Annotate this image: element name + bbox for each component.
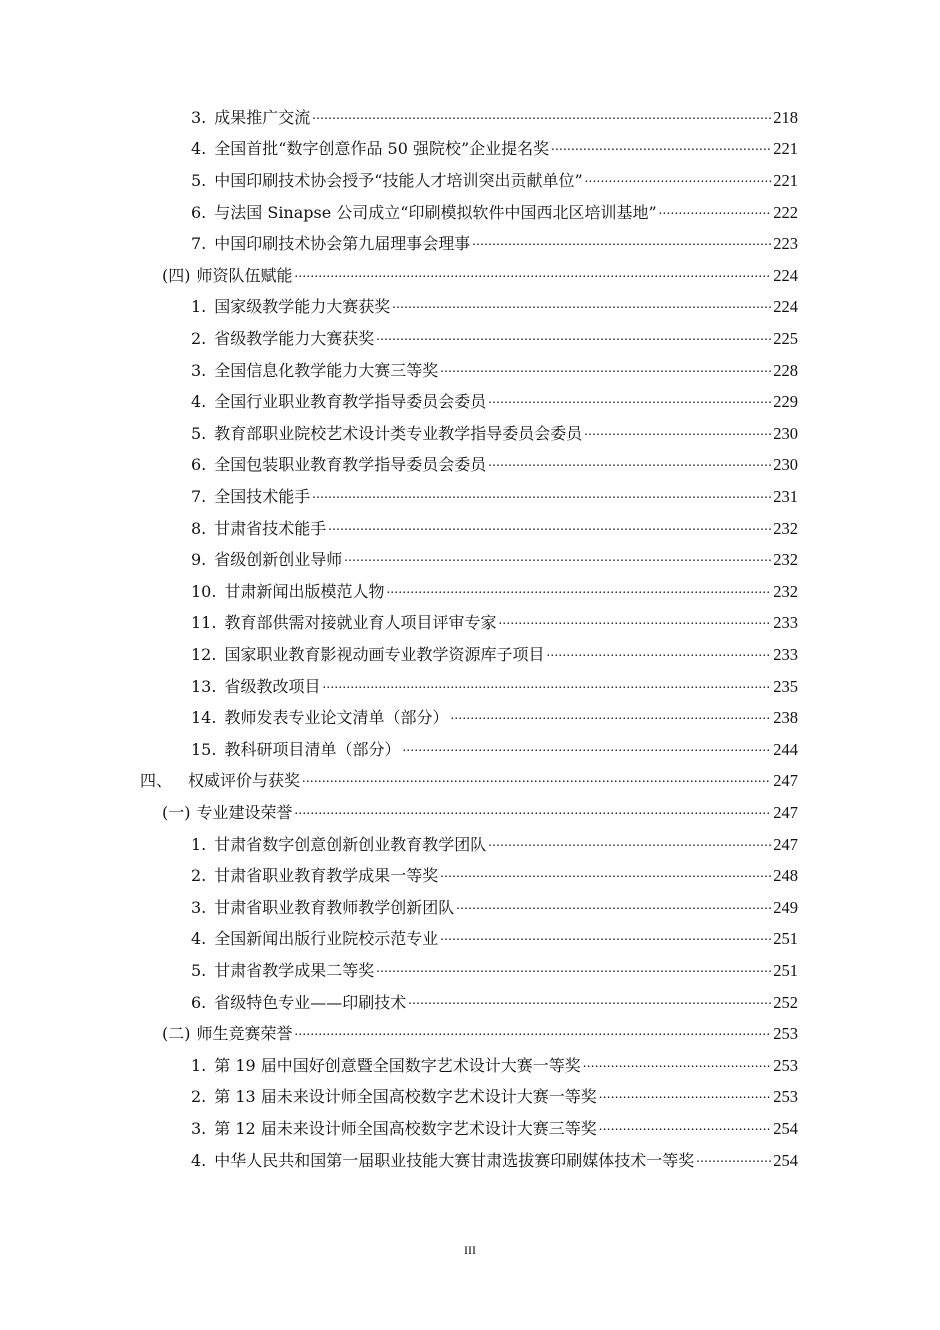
toc-entry[interactable]	[191, 987, 798, 1019]
toc-leader-dots	[312, 487, 771, 507]
toc-leader-dots	[440, 929, 771, 949]
toc-leader-dots	[659, 203, 772, 223]
toc-entry[interactable]	[191, 829, 798, 861]
toc-entry[interactable]	[191, 450, 798, 482]
toc-entry-number: 3.	[191, 897, 207, 917]
toc-entry-title: 师资队伍赋能	[196, 265, 293, 285]
toc-leader-dots	[386, 582, 771, 602]
toc-entry-number: 3.	[191, 360, 207, 380]
toc-entry-title: 甘肃省数字创意创新创业教育教学团队	[214, 834, 487, 854]
toc-entry-page: 247	[773, 834, 798, 854]
page-number: III	[464, 1243, 476, 1257]
toc-leader-dots	[302, 771, 771, 791]
toc-leader-dots	[696, 1151, 771, 1171]
toc-entry-title: 全国行业职业教育教学指导委员会委员	[214, 392, 487, 412]
toc-leader-dots	[408, 993, 771, 1013]
toc-leader-dots	[472, 234, 771, 254]
toc-entry-number: 5.	[191, 423, 207, 443]
toc-entry-page: 232	[773, 550, 798, 570]
toc-entry[interactable]	[191, 671, 798, 703]
toc-entry-number: (二)	[162, 1024, 191, 1044]
toc-entry[interactable]	[191, 1050, 798, 1082]
toc-leader-dots	[322, 677, 771, 697]
toc-entry[interactable]	[191, 924, 798, 956]
toc-leader-dots	[488, 455, 771, 475]
toc-entry-number: 3.	[191, 107, 207, 127]
toc-entry-title: 国家级教学能力大赛获奖	[214, 297, 391, 317]
toc-entry-page: 233	[773, 613, 798, 633]
toc-entry-page: 249	[773, 897, 798, 917]
toc-entry-number: 4.	[191, 392, 207, 412]
toc-entry-title: 专业建设荣誉	[196, 802, 293, 822]
toc-entry[interactable]	[191, 228, 798, 260]
toc-entry-title: 教育部供需对接就业育人项目评审专家	[224, 613, 497, 633]
toc-entry-title: 教师发表专业论文清单（部分）	[224, 708, 449, 728]
toc-entry-number: 7.	[191, 486, 207, 506]
toc-entry-page: 251	[773, 929, 798, 949]
toc-entry-number: 6.	[191, 202, 207, 222]
toc-entry-page: 229	[773, 392, 798, 412]
toc-entry[interactable]	[191, 576, 798, 608]
toc-entry-number: 4.	[191, 139, 207, 159]
toc-entry-number: 8.	[191, 518, 207, 538]
toc-entry-page: 222	[773, 202, 798, 222]
toc-entry-number: 12.	[191, 644, 217, 664]
toc-entry-number: 1.	[191, 297, 207, 317]
toc-entry-page: 221	[773, 139, 798, 159]
toc-entry[interactable]	[191, 292, 798, 324]
toc-entry[interactable]	[191, 418, 798, 450]
toc-entry-number: 4.	[191, 929, 207, 949]
toc-entry-number: 5.	[191, 960, 207, 980]
toc-leader-dots	[599, 1119, 771, 1139]
toc-leader-dots	[488, 835, 771, 855]
toc-entry-title: 第 12 届未来设计师全国高校数字艺术设计大赛三等奖	[214, 1118, 597, 1138]
toc-entry-title: 教科研项目清单（部分）	[224, 739, 401, 759]
toc-entry-page: 253	[773, 1087, 798, 1107]
toc-entry-title: 省级教学能力大赛获奖	[214, 328, 375, 348]
toc-entry-page: 225	[773, 328, 798, 348]
toc-leader-dots	[328, 519, 771, 539]
toc-entry[interactable]	[191, 323, 798, 355]
toc-entry[interactable]	[140, 766, 798, 798]
toc-entry-page: 248	[773, 866, 798, 886]
toc-entry-page: 253	[773, 1024, 798, 1044]
toc-entry-title: 省级教改项目	[224, 676, 321, 696]
toc-leader-dots	[440, 866, 771, 886]
toc-entry-page: 251	[773, 960, 798, 980]
toc-entry-page: 232	[773, 581, 798, 601]
toc-entry-page: 253	[773, 1055, 798, 1075]
toc-entry-number: 10.	[191, 581, 217, 601]
toc-leader-dots	[295, 1024, 772, 1044]
toc-entry-number: 1.	[191, 1055, 207, 1075]
toc-entry-title: 与法国 Sinapse 公司成立“印刷模拟软件中国西北区培训基地”	[214, 202, 657, 222]
toc-entry-page: 221	[773, 170, 798, 190]
toc-entry-page: 247	[773, 771, 798, 791]
toc-entry-number: (一)	[162, 802, 191, 822]
toc-entry-page: 228	[773, 360, 798, 380]
toc-entry-title: 全国信息化教学能力大赛三等奖	[214, 360, 439, 380]
toc-entry-title: 第 19 届中国好创意暨全国数字艺术设计大赛一等奖	[214, 1055, 581, 1075]
toc-leader-dots	[498, 613, 771, 633]
toc-entry-title: 中国印刷技术协会授予“技能人才培训突出贡献单位”	[214, 170, 583, 190]
toc-entry-title: 权威评价与获奖	[188, 771, 301, 791]
toc-leader-dots	[344, 550, 771, 570]
toc-entry-number: 13.	[191, 676, 217, 696]
toc-leader-dots	[392, 297, 771, 317]
toc-entry-title: 第 13 届未来设计师全国高校数字艺术设计大赛一等奖	[214, 1087, 597, 1107]
toc-leader-dots	[450, 708, 771, 728]
toc-entry-title: 国家职业教育影视动画专业教学资源库子项目	[224, 644, 545, 664]
toc-entry-title: 省级创新创业导师	[214, 550, 343, 570]
toc-entry-title: 全国包装职业教育教学指导委员会委员	[214, 455, 487, 475]
toc-entry-number: 7.	[191, 234, 207, 254]
toc-entry-page: 233	[773, 644, 798, 664]
toc-entry-title: 甘肃省职业教育教师教学创新团队	[214, 897, 455, 917]
toc-entry[interactable]	[162, 260, 798, 292]
toc-entry[interactable]	[191, 608, 798, 640]
toc-entry[interactable]	[191, 955, 798, 987]
toc-leader-dots	[546, 645, 771, 665]
toc-entry-page: 230	[773, 423, 798, 443]
toc-entry-title: 省级特色专业——印刷技术	[214, 992, 407, 1012]
toc-entry-number: (四)	[162, 265, 191, 285]
toc-entry-title: 全国技术能手	[214, 486, 311, 506]
toc-entry[interactable]	[162, 1018, 798, 1050]
toc-entry-number: 2.	[191, 1087, 207, 1107]
toc-entry-page: 224	[773, 265, 798, 285]
toc-entry-number: 11.	[191, 613, 217, 633]
toc-entry[interactable]	[191, 165, 798, 197]
toc-entry-page: 224	[773, 297, 798, 317]
toc-leader-dots	[295, 803, 772, 823]
toc-entry[interactable]	[191, 134, 798, 166]
toc-entry-number: 15.	[191, 739, 217, 759]
toc-entry[interactable]	[162, 797, 798, 829]
toc-entry-page: 230	[773, 455, 798, 475]
toc-leader-dots	[488, 392, 771, 412]
toc-entry-title: 中华人民共和国第一届职业技能大赛甘肃选拔赛印刷媒体技术一等奖	[214, 1150, 695, 1170]
toc-entry-number: 2.	[191, 866, 207, 886]
toc-leader-dots	[312, 108, 771, 128]
toc-leader-dots	[584, 424, 771, 444]
toc-entry-page: 244	[773, 739, 798, 759]
toc-entry-page: 218	[773, 107, 798, 127]
toc-entry[interactable]	[191, 544, 798, 576]
toc-entry[interactable]	[191, 639, 798, 671]
toc-leader-dots	[376, 961, 771, 981]
toc-entry-number: 3.	[191, 1118, 207, 1138]
toc-entry-page: 235	[773, 676, 798, 696]
toc-entry-number: 5.	[191, 170, 207, 190]
toc-entry-page: 231	[773, 486, 798, 506]
toc-entry-number: 2.	[191, 328, 207, 348]
toc-leader-dots	[583, 1056, 771, 1076]
toc-entry-page: 247	[773, 802, 798, 822]
toc-leader-dots	[551, 139, 771, 159]
toc-entry-number: 9.	[191, 550, 207, 570]
toc-entry-number: 6.	[191, 455, 207, 475]
toc-entry[interactable]	[191, 386, 798, 418]
toc-entry-number: 1.	[191, 834, 207, 854]
toc-entry[interactable]	[191, 481, 798, 513]
toc-entry-title: 全国首批“数字创意作品 50 强院校”企业提名奖	[214, 139, 550, 159]
toc-entry-title: 全国新闻出版行业院校示范专业	[214, 929, 439, 949]
toc-leader-dots	[585, 171, 772, 191]
toc-entry-title: 成果推广交流	[214, 107, 311, 127]
toc-entry[interactable]	[191, 355, 798, 387]
toc-entry-page: 254	[773, 1118, 798, 1138]
toc-entry[interactable]	[191, 734, 798, 766]
toc-entry[interactable]	[191, 702, 798, 734]
toc-entry-page: 238	[773, 708, 798, 728]
toc-entry[interactable]	[191, 860, 798, 892]
toc-entry-number: 4.	[191, 1150, 207, 1170]
toc-entry-number: 6.	[191, 992, 207, 1012]
toc-entry-title: 甘肃省技术能手	[214, 518, 327, 538]
toc-entry-page: 223	[773, 234, 798, 254]
toc-entry-title: 甘肃省教学成果二等奖	[214, 960, 375, 980]
toc-entry-page: 252	[773, 992, 798, 1012]
toc-entry[interactable]	[191, 513, 798, 545]
toc-leader-dots	[376, 329, 771, 349]
toc-entry-title: 甘肃省职业教育教学成果一等奖	[214, 866, 439, 886]
toc-entry[interactable]	[191, 1113, 798, 1145]
toc-entry[interactable]	[191, 197, 798, 229]
toc-leader-dots	[440, 361, 771, 381]
toc-entry-page: 232	[773, 518, 798, 538]
toc-entry-title: 中国印刷技术协会第九届理事会理事	[214, 234, 471, 254]
toc-entry[interactable]	[191, 102, 798, 134]
toc-entry-page: 254	[773, 1150, 798, 1170]
toc-entry-number: 四、	[140, 771, 173, 791]
toc-entry[interactable]	[191, 892, 798, 924]
toc-entry-title: 师生竞赛荣誉	[196, 1024, 293, 1044]
toc-leader-dots	[402, 740, 771, 760]
toc-entry[interactable]	[191, 1145, 798, 1177]
toc-entry-title: 教育部职业院校艺术设计类专业教学指导委员会委员	[214, 423, 583, 443]
toc-leader-dots	[456, 898, 771, 918]
toc-entry[interactable]	[191, 1082, 798, 1114]
toc-leader-dots	[599, 1087, 771, 1107]
toc-entry-number: 14.	[191, 708, 217, 728]
toc-leader-dots	[295, 266, 772, 286]
toc-entry-title: 甘肃新闻出版模范人物	[224, 581, 385, 601]
